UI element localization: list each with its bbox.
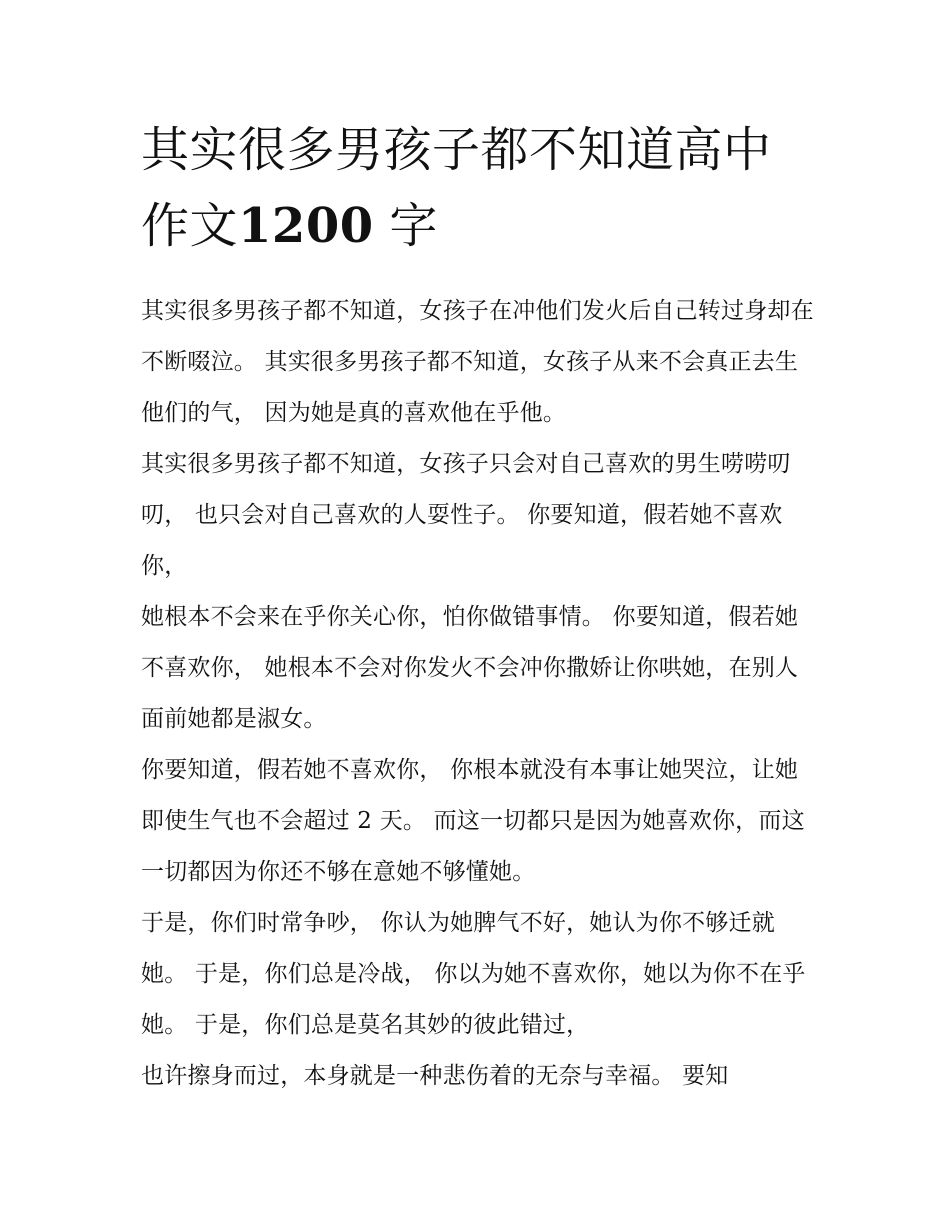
paragraph-6: 也许擦身而过，本身就是一种悲伤着的无奈与幸福。 要知 [141,1063,729,1089]
paragraph-5: 于是，你们时常争吵， 你认为她脾气不好，她认为你不够迁就她。 于是，你们总是冷战， 你以为她不喜欢你，她以为你不在乎她。 于是，你们总是莫名其妙的彼此错过， [141,910,806,1038]
title-text-line1: 其实很多男孩子都不知道高中 [141,122,772,178]
paragraph-3: 她根本不会来在乎你关心你，怕你做错事情。 你要知道，假若她不喜欢你， 她根本不会对你发火不会冲你撒娇让你哄她，在别人面前她都是淑女。 [141,604,799,732]
title-text-line2: 作文 [141,198,239,254]
paragraph-2: 其实很多男孩子都不知道，女孩子只会对自己喜欢的男生唠唠叨叨， 也只会对自己喜欢的人耍性子。 你要知道，假若她不喜欢你， [141,451,791,579]
paragraph-4: 你要知道，假若她不喜欢你， 你根本就没有本事让她哭泣，让她即使生气也不会超过 2 天。 而这一切都只是因为她喜欢你，而这一切都因为你还不够在意她不够懂她。 [141,757,805,885]
paragraph-1: 其实很多男孩子都不知道，女孩子在冲他们发火后自己转过身却在不断啜泣。 其实很多男孩子都不知道，女孩子从来不会真正去生他们的气， 因为她是真的喜欢他在乎他。 [141,298,814,426]
title-text-end: 字 [389,198,438,254]
title-number: 1200 [238,198,374,254]
document-title [141,112,820,264]
